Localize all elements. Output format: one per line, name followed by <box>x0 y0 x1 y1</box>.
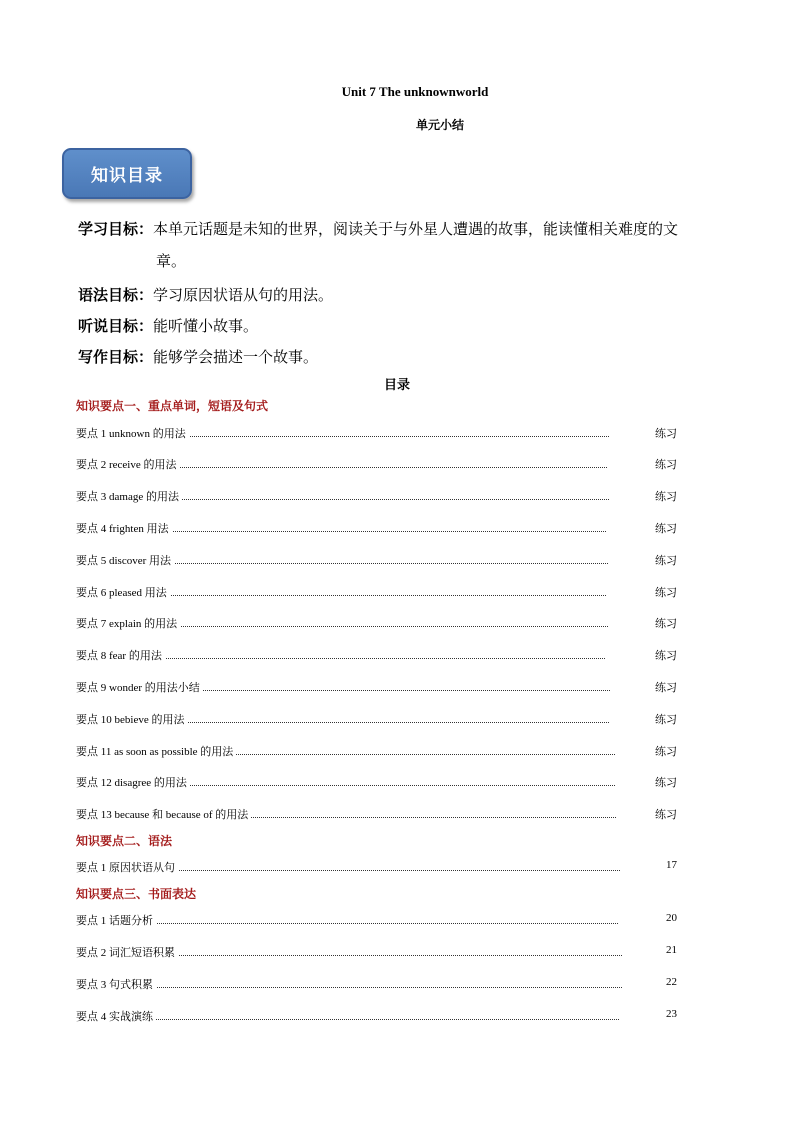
toc-entry-page: 23 <box>666 1008 677 1020</box>
goal-text: 本单元话题是未知的世界，阅读关于与外星人遭遇的故事，能读懂相关难度的文 <box>153 220 679 238</box>
toc-entry-page: 练习 <box>655 586 677 599</box>
toc-entry-text: 要点 1 unknown 的用法 <box>76 425 189 441</box>
toc-entry-text: 要点 4 实战演练 <box>76 1008 156 1024</box>
goal-label: 语法目标： <box>78 286 154 304</box>
toc-entry-text: 要点 9 wonder 的用法小结 <box>76 679 203 695</box>
toc-entry-page: 练习 <box>655 745 677 758</box>
toc-entry-text: 要点 13 because 和 because of 的用法 <box>76 806 251 822</box>
toc-entry-page: 练习 <box>655 427 677 440</box>
toc-entry-page: 21 <box>666 944 677 956</box>
toc-section-heading: 知识要点一、重点单词，短语及句式 <box>76 399 269 413</box>
toc-entry-page: 练习 <box>655 776 677 789</box>
goal-learning <box>78 213 728 277</box>
toc-section-heading: 知识要点三、书面表达 <box>76 887 197 901</box>
toc-entry-text: 要点 12 disagree 的用法 <box>76 774 190 790</box>
goal-label: 听说目标： <box>78 317 154 335</box>
toc-entry-text: 要点 11 as soon as possible 的用法 <box>76 743 236 759</box>
toc-entry-page: 练习 <box>655 554 677 567</box>
toc-entry-text: 要点 2 词汇短语积累 <box>76 944 178 960</box>
toc-entry-text: 要点 1 话题分析 <box>76 912 156 928</box>
toc-entry-page: 练习 <box>655 681 677 694</box>
goal-text: 能够学会描述一个故事。 <box>153 348 319 366</box>
toc-entry-page: 20 <box>666 912 677 924</box>
dot-leader <box>76 987 622 988</box>
unit-subtitle: 单元小结 <box>415 118 464 132</box>
toc-entry-page: 练习 <box>655 490 677 503</box>
toc-entry-text: 要点 5 discover 用法 <box>76 552 174 568</box>
toc-entry-text: 要点 1 原因状语从句 <box>76 859 178 875</box>
toc-section-heading: 知识要点二、语法 <box>76 834 173 848</box>
toc-entry-text: 要点 4 frighten 用法 <box>76 520 172 536</box>
unit-title: Unit 7 The unknownworld <box>341 84 489 99</box>
toc-entry-text: 要点 8 fear 的用法 <box>76 647 165 663</box>
goal-text: 学习原因状语从句的用法。 <box>153 286 334 304</box>
toc-entry-page: 17 <box>666 859 677 871</box>
goal-text: 能听懂小故事。 <box>153 317 259 335</box>
toc-entry-page: 练习 <box>655 649 677 662</box>
toc-entry-page: 练习 <box>655 713 677 726</box>
goal-grammar <box>78 279 333 311</box>
toc-entry-text: 要点 2 receive 的用法 <box>76 456 180 472</box>
dot-leader <box>76 1019 619 1020</box>
toc-entry-page: 练习 <box>655 522 677 535</box>
goal-text-continued: 章。 <box>156 252 187 270</box>
dot-leader <box>76 923 618 924</box>
goal-label: 学习目标： <box>78 220 154 238</box>
toc-entry-text: 要点 10 bebieve 的用法 <box>76 711 187 727</box>
toc-entry-text: 要点 3 damage 的用法 <box>76 488 182 504</box>
goal-listening <box>78 310 258 342</box>
goal-label: 写作目标： <box>78 348 154 366</box>
toc-entry-page: 22 <box>666 976 677 988</box>
toc-entry-page: 练习 <box>655 458 677 471</box>
toc-entry-text: 要点 3 句式积累 <box>76 976 156 992</box>
toc-entry-page: 练习 <box>655 617 677 630</box>
toc-entry-page: 练习 <box>655 808 677 821</box>
toc-entry-text: 要点 6 pleased 用法 <box>76 584 170 600</box>
knowledge-catalog-badge: 知识目录 <box>62 148 192 199</box>
goal-writing <box>78 341 318 373</box>
toc-entry-text: 要点 7 explain 的用法 <box>76 615 180 631</box>
toc-title: 目录 <box>383 378 410 393</box>
